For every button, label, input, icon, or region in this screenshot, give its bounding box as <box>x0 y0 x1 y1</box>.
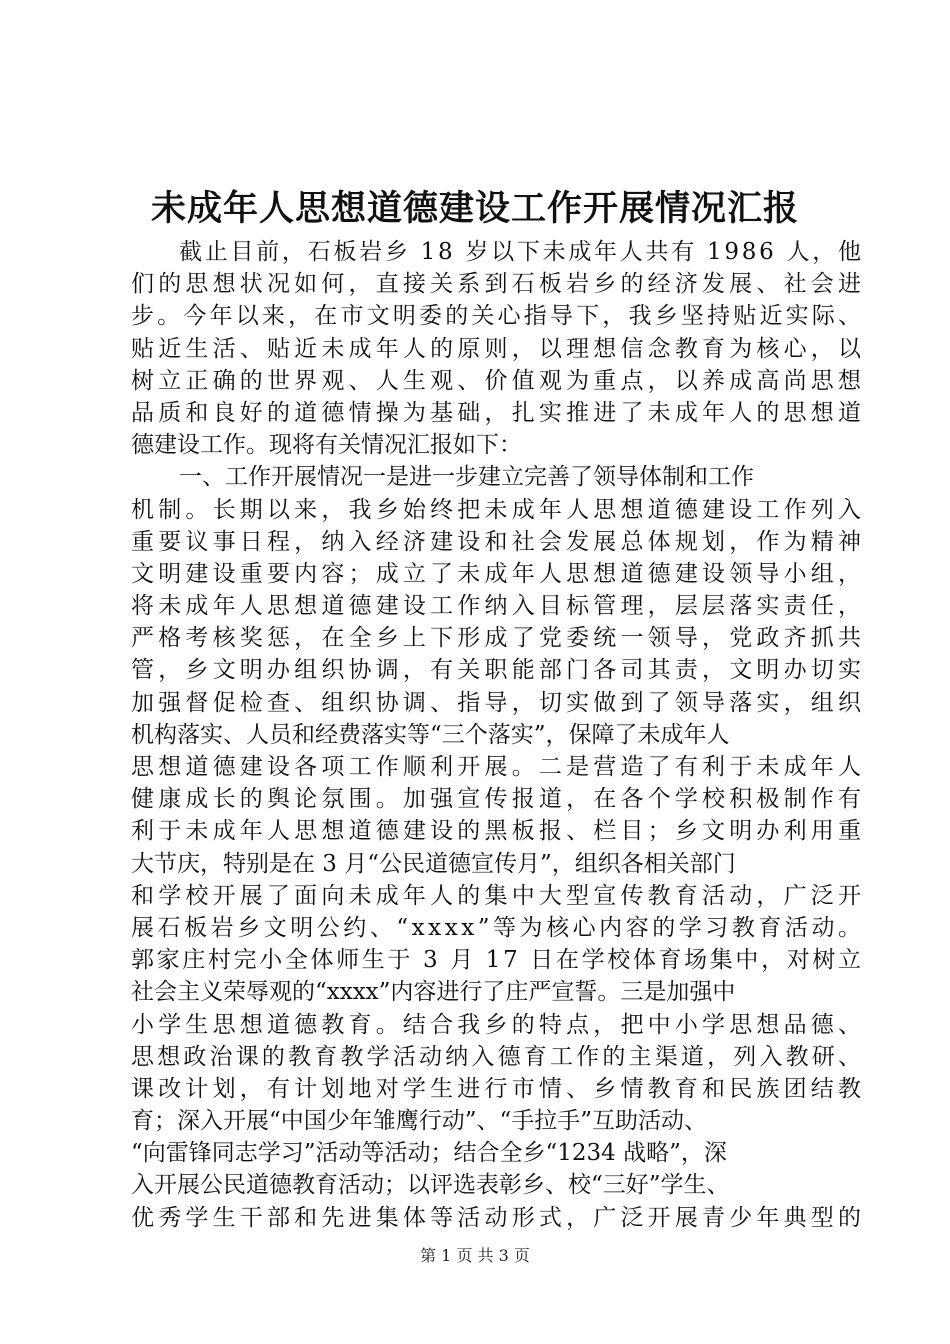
paragraph <box>131 461 866 1234</box>
line-text: 机制。长期以来，我乡始终把未成年人思想道德建设工作列入 <box>131 496 866 523</box>
paragraph-line <box>131 848 861 880</box>
line-text: 小学生思想道德教育。结合我乡的特点，把中小学思想品德、 <box>131 1011 866 1038</box>
paragraph-line <box>131 397 866 429</box>
paragraph-line <box>131 880 866 912</box>
paragraph-line <box>131 236 864 268</box>
paragraph-line <box>131 654 866 686</box>
paragraph-line <box>131 751 866 783</box>
paragraph-line <box>131 1009 866 1041</box>
paragraph-line <box>131 365 866 397</box>
line-text: 贴近生活、贴近未成年人的原则，以理想信念教育为核心，以 <box>131 335 866 362</box>
line-text: 加强督促检查、组织协调、指导，切实做到了领导落实，组织 <box>131 689 866 716</box>
line-text: 思想政治课的教育教学活动纳入德育工作的主渠道，列入教研、 <box>131 1043 865 1070</box>
paragraph <box>131 236 866 461</box>
paragraph-line <box>131 1137 861 1169</box>
paragraph-line <box>131 976 861 1008</box>
paragraph-line <box>131 300 865 332</box>
line-text: 育；深入开展“中国少年雏鹰行动”、“手拉手”互助活动、 <box>131 1108 708 1135</box>
line-text: 品质和良好的道德情操为基础，扎实推进了未成年人的思想道 <box>131 399 866 426</box>
line-text: 入开展公民道德教育活动；以评选表彰乡、校“三好”学生、 <box>131 1172 730 1199</box>
line-text: 将未成年人思想道德建设工作纳入目标管理，层层落实责任， <box>131 593 866 620</box>
paragraph-line <box>131 912 865 944</box>
line-text: 思想道德建设各项工作顺利开展。二是营造了有利于未成年人 <box>131 754 866 780</box>
line-text: 机构落实、人员和经费落实等“三个落实”，保障了未成年人 <box>131 721 730 748</box>
line-text: 课改计划，有计划地对学生进行市情、乡情教育和民族团结教 <box>131 1075 866 1102</box>
paragraph-line <box>131 687 866 719</box>
line-text: 健康成长的舆论氛围。加强宣传报道，在各个学校积极制作有 <box>131 786 866 813</box>
page-footer: 第 1 页 共 3 页 <box>420 1246 530 1265</box>
line-text: 们的思想状况如何，直接关系到石板岩乡的经济发展、社会进 <box>131 271 866 298</box>
paragraph-line <box>131 783 866 815</box>
line-text: 截止目前，石板岩乡 18 岁以下未成年人共有 1986 人，他 <box>179 239 864 265</box>
line-text: 德建设工作。现将有关情况汇报如下： <box>131 432 522 459</box>
line-text: 大节庆，特别是在 3 月“公民道德宣传月”，组织各相关部门 <box>131 850 736 877</box>
paragraph-line <box>131 719 861 751</box>
paragraph-line <box>131 1169 861 1201</box>
paragraph-line <box>131 1105 861 1137</box>
line-text: 重要议事日程，纳入经济建设和社会发展总体规划，作为精神 <box>131 528 866 555</box>
document-title: 未成年人思想道德建设工作开展情况汇报 <box>150 188 799 229</box>
line-text: 严格考核奖惩，在全乡上下形成了党委统一领导，党政齐抓共 <box>131 625 866 652</box>
document-body <box>131 236 866 1234</box>
paragraph-line <box>131 590 866 622</box>
paragraph-line <box>131 815 866 847</box>
line-text: 树立正确的世界观、人生观、价值观为重点，以养成高尚思想 <box>131 367 866 394</box>
line-text: 展石板岩乡文明公约、“xxxx”等为核心内容的学习教育活动。 <box>131 914 865 941</box>
line-text: 步。今年以来，在市文明委的关心指导下，我乡坚持贴近实际、 <box>131 303 865 330</box>
paragraph-line <box>131 944 864 976</box>
line-text: 利于未成年人思想道德建设的黑板报、栏目；乡文明办利用重 <box>131 818 866 845</box>
paragraph-line <box>131 494 866 526</box>
line-text: 郭家庄村完小全体师生于 3 月 17 日在学校体育场集中，对树立 <box>131 947 864 974</box>
paragraph-line <box>131 461 861 493</box>
paragraph-line <box>131 1202 866 1234</box>
line-text: 社会主义荣辱观的“xxxx”内容进行了庄严宣誓。三是加强中 <box>131 979 736 1006</box>
paragraph-line <box>131 526 866 558</box>
paragraph-line <box>131 1041 865 1073</box>
line-text: 一、工作开展情况一是进一步建立完善了领导体制和工作 <box>179 464 754 491</box>
paragraph-line <box>131 268 866 300</box>
line-text: 管，乡文明办组织协调，有关职能部门各司其责，文明办切实 <box>131 657 866 684</box>
paragraph-line <box>131 558 866 590</box>
paragraph-line <box>131 333 866 365</box>
paragraph-line <box>131 622 866 654</box>
paragraph-line <box>131 1073 866 1105</box>
line-text: 文明建设重要内容；成立了未成年人思想道德建设领导小组， <box>131 560 866 587</box>
paragraph-line <box>131 429 861 461</box>
line-text: 优秀学生干部和先进集体等活动形式，广泛开展青少年典型的 <box>131 1204 866 1231</box>
line-text: 和学校开展了面向未成年人的集中大型宣传教育活动，广泛开 <box>131 882 866 909</box>
line-text: “向雷锋同志学习”活动等活动；结合全乡“1234 战略”，深 <box>131 1140 727 1167</box>
